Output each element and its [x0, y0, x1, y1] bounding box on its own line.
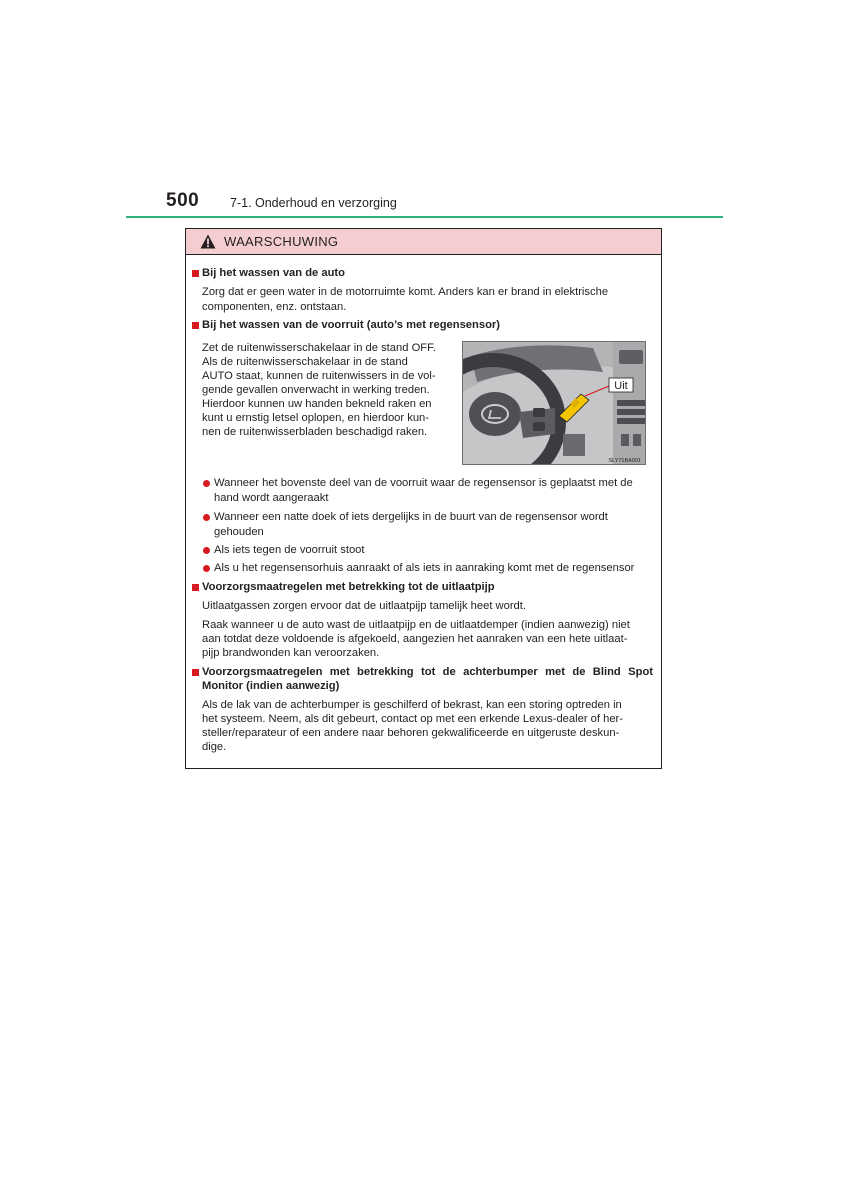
body-line: Als de lak van de achterbumper is geschilferd of bekrast, kan een storing optreden in [202, 699, 622, 711]
section-heading-bumper-cont: Monitor (indien aanwezig) [202, 680, 340, 692]
body-line: steller/reparateur of een andere naar behoren gekwalificeerde en uitgeruste deskun- [202, 727, 620, 739]
body-line: Zet de ruitenwisserschakelaar in de stand OFF. [202, 342, 436, 354]
bullet-text: Als iets tegen de voorruit stoot [214, 544, 365, 556]
figure-code: SLY71BA001 [608, 458, 641, 464]
warning-title: WAARSCHUWING [224, 234, 339, 249]
body-line: Zorg dat er geen water in de motorruimte komt. Anders kan er brand in elektrische [202, 286, 609, 298]
body-line: nen de ruitenwisserbladen beschadigd raken. [202, 426, 428, 438]
body-line: AUTO staat, kunnen de ruitenwissers in de vol- [202, 370, 436, 382]
bullet-icon [203, 480, 210, 487]
section-heading-windshield: Bij het wassen van de voorruit (auto’s met regensensor) [202, 319, 500, 331]
callout-label: Uit [614, 380, 628, 392]
section-heading-exhaust: Voorzorgsmaatregelen met betrekking tot de uitlaatpijp [202, 581, 495, 593]
wiper-switch-illustration [462, 341, 646, 465]
body-line: Uitlaatgassen zorgen ervoor dat de uitlaatpijp tamelijk heet wordt. [202, 600, 526, 612]
body-line: het systeem. Neem, als dit gebeurt, contact op met een erkende Lexus-dealer of her- [202, 713, 624, 725]
warning-header [186, 229, 661, 255]
page-number: 500 [166, 190, 200, 211]
body-line: kunt u ernstig letsel oplopen, en hierdoor kun- [202, 412, 430, 424]
bullet-text: Als u het regensensorhuis aanraakt of als iets in aanraking komt met de regensensor [214, 562, 635, 574]
bullet-icon [203, 547, 210, 554]
body-line: Hierdoor kunnen uw handen bekneld raken en [202, 398, 432, 410]
bullet-text: Wanneer het bovenste deel van de voorruit waar de regensensor is geplaatst met de [214, 477, 633, 489]
warning-triangle-icon [200, 234, 216, 249]
bullet-text: Wanneer een natte doek of iets dergelijks in de buurt van de regensensor wordt [214, 511, 608, 523]
section-heading-car-wash: Bij het wassen van de auto [202, 267, 345, 279]
section-marker-icon [192, 669, 199, 676]
body-line: componenten, enz. ontstaan. [202, 301, 347, 313]
section-heading-bumper: Voorzorgsmaatregelen met betrekking tot de achterbumper met de Blind Spot [202, 666, 653, 678]
bullet-icon [203, 565, 210, 572]
bullet-text: gehouden [214, 526, 264, 538]
body-line: pijp brandwonden kan veroorzaken. [202, 647, 380, 659]
section-marker-icon [192, 270, 199, 277]
bullet-icon [203, 514, 210, 521]
body-line: Als de ruitenwisserschakelaar in de stand [202, 356, 408, 368]
steering-wheel-drawing [463, 342, 646, 465]
bullet-text: hand wordt aangeraakt [214, 492, 329, 504]
body-line: aan totdat deze voldoende is afgekoeld, aangezien het aanraken van een hete uitlaat- [202, 633, 628, 645]
body-line: gende gevallen onverwacht in werking treden. [202, 384, 430, 396]
header-divider [126, 216, 723, 218]
section-title: 7-1. Onderhoud en verzorging [230, 196, 397, 210]
body-line: Raak wanneer u de auto wast de uitlaatpijp en de uitlaatdemper (indien aanwezig) niet [202, 619, 630, 631]
section-marker-icon [192, 584, 199, 591]
body-line: dige. [202, 741, 227, 753]
page-header [126, 190, 723, 218]
section-marker-icon [192, 322, 199, 329]
warning-box [185, 228, 662, 769]
